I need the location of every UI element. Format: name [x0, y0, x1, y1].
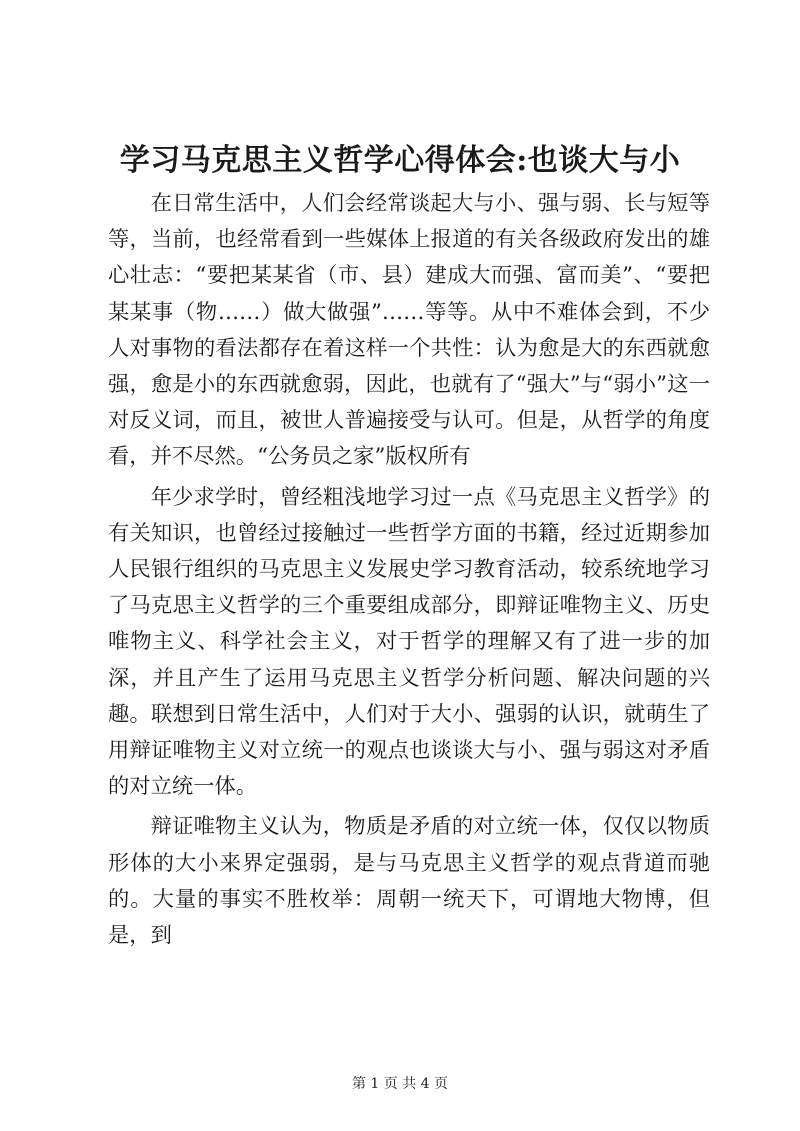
document-title: 学习马克思主义哲学心得体会:也谈大与小 [119, 143, 681, 178]
paragraph-1: 在日常生活中，人们会经常谈起大与小、强与弱、长与短等等，当前，也经常看到一些媒体上报道的有关各级政府发出的雄心壮志：“要把某某省（市、县）建成大而强、富而美”、“要把某某事（物……）做大做强”……等等。从中不难体会到，不少人对事物的看法都存在着这样一个共性：认为愈是大的东西就愈强，愈是小的东西就愈弱，因此，也就有了“强大”与“弱小”这一对反义词，而且，被世人普遍接受与认可。但是，从哲学的角度看，并不尽然。“公务员之家”版权所有 [108, 191, 710, 470]
page-number-footer: 第 1 页 共 4 页 [351, 1076, 449, 1092]
paragraph-3: 辩证唯物主义认为，物质是矛盾的对立统一体，仅仅以物质形体的大小来界定强弱，是与马克思主义哲学的观点背道而驰的。大量的事实不胜枚举：周朝一统天下，可谓地大物博，但是，到 [108, 814, 710, 949]
paragraph-2: 年少求学时，曾经粗浅地学习过一点《马克思主义哲学》的有关知识，也曾经过接触过一些哲学方面的书籍，经过近期参加人民银行组织的马克思主义发展史学习教育活动，较系统地学习了马克思主义哲学的三个重要组成部分，即辩证唯物主义、历史唯物主义、科学社会主义，对于哲学的理解又有了进一步的加深，并且产生了运用马克思主义哲学分析问题、解决问题的兴趣。联想到日常生活中，人们对于大小、强弱的认识，就萌生了用辩证唯物主义对立统一的观点也谈谈大与小、强与弱这对矛盾的对立统一体。 [108, 484, 710, 800]
document-body [108, 186, 710, 958]
